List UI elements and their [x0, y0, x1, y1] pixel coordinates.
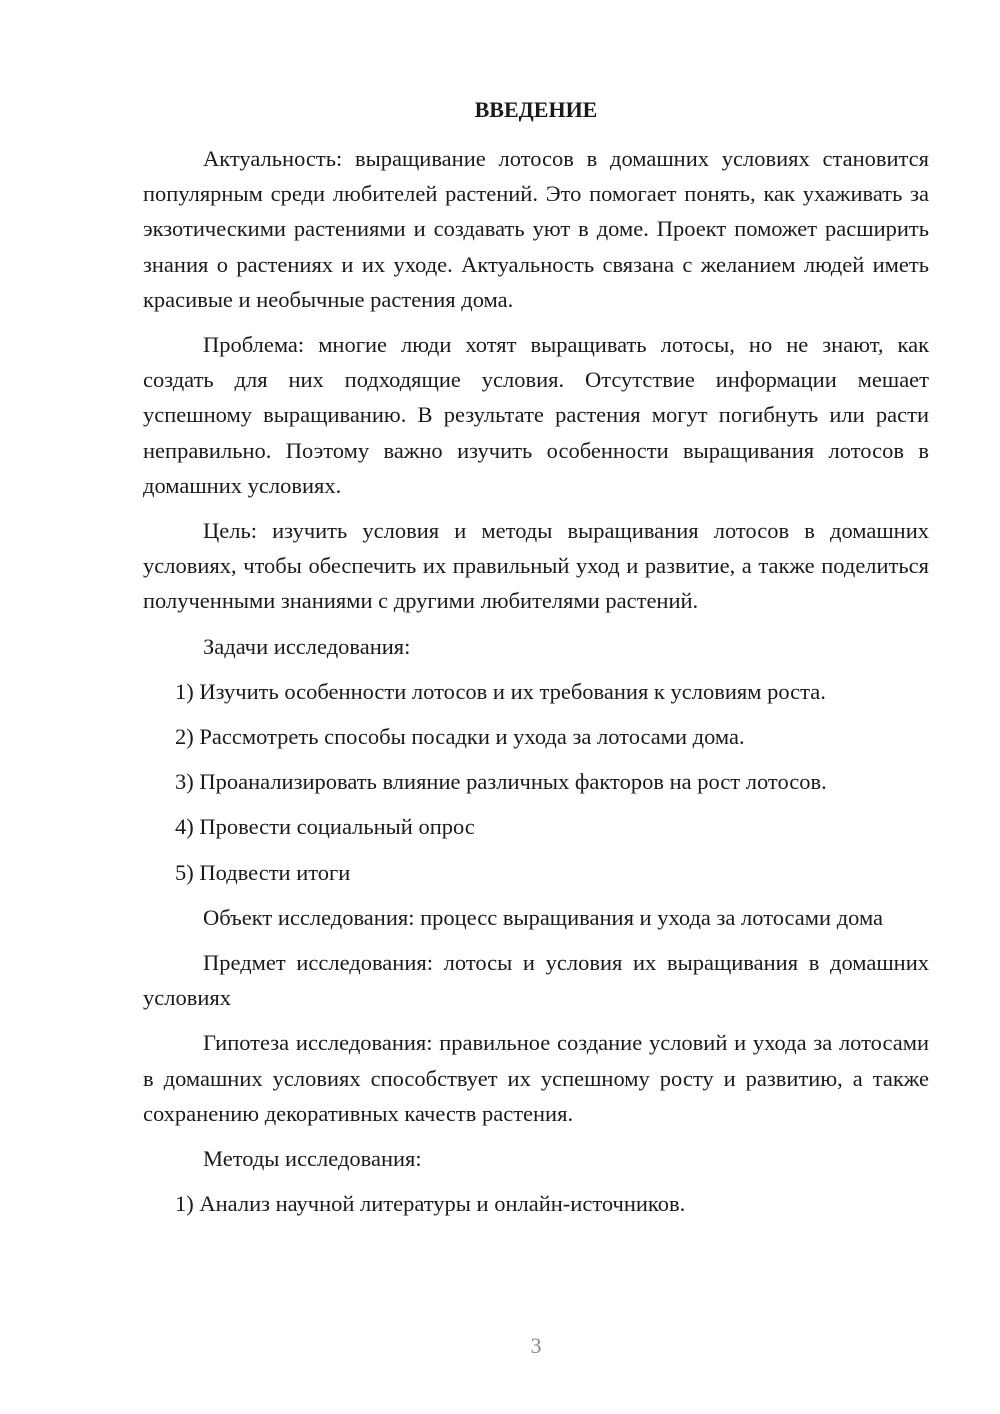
- task-item-1: 1) Изучить особенности лотосов и их требования к условиям роста.: [175, 678, 826, 704]
- task-item-5: 5) Подвести итоги: [175, 859, 351, 885]
- task-item-4: 4) Провести социальный опрос: [175, 814, 475, 840]
- method-item-1: 1) Анализ научной литературы и онлайн-источников.: [175, 1191, 686, 1217]
- object-paragraph: Объект исследования: процесс выращивания и ухода за лотосами дома: [203, 904, 884, 930]
- subject-paragraph: Предмет исследования: лотосы и условия их выращивания в домашних условиях: [143, 950, 929, 1011]
- task-item-2: 2) Рассмотреть способы посадки и ухода за лотосами дома.: [175, 724, 745, 750]
- problem-paragraph: Проблема: многие люди хотят выращивать лотосы, но не знают, как создать для них подходящие условия. Отсутствие информации мешает успешному выращиванию. В результате растения могут погибнуть или расти неправильно. Поэтому важно изучить особенности выращивания лотосов в домашних условиях.: [143, 332, 929, 498]
- hypothesis-paragraph: Гипотеза исследования: правильное создание условий и ухода за лотосами в домашних условиях способствует их успешному росту и развитию, а также сохранению декоративных качеств растения.: [143, 1030, 929, 1126]
- methods-title: Методы исследования:: [203, 1146, 422, 1172]
- page-content: [143, 92, 929, 1231]
- tasks-title: Задачи исследования:: [203, 633, 411, 659]
- page-number: 3: [530, 1333, 542, 1358]
- relevance-paragraph: Актуальность: выращивание лотосов в домашних условиях становится популярным среди любителей растений. Это помогает понять, как ухаживать за экзотическими растениями и создавать уют в доме. Проект поможет расширить знания о растениях и их уходе. Актуальность связана с желанием людей иметь красивые и необычные растения дома.: [143, 146, 929, 312]
- section-heading: ВВЕДЕНИЕ: [474, 97, 598, 122]
- task-item-3: 3) Проанализировать влияние различных факторов на рост лотосов.: [175, 769, 827, 795]
- goal-paragraph: Цель: изучить условия и методы выращивания лотосов в домашних условиях, чтобы обеспечить их правильный уход и развитие, а также поделиться полученными знаниями с другими любителями растений.: [143, 518, 929, 614]
